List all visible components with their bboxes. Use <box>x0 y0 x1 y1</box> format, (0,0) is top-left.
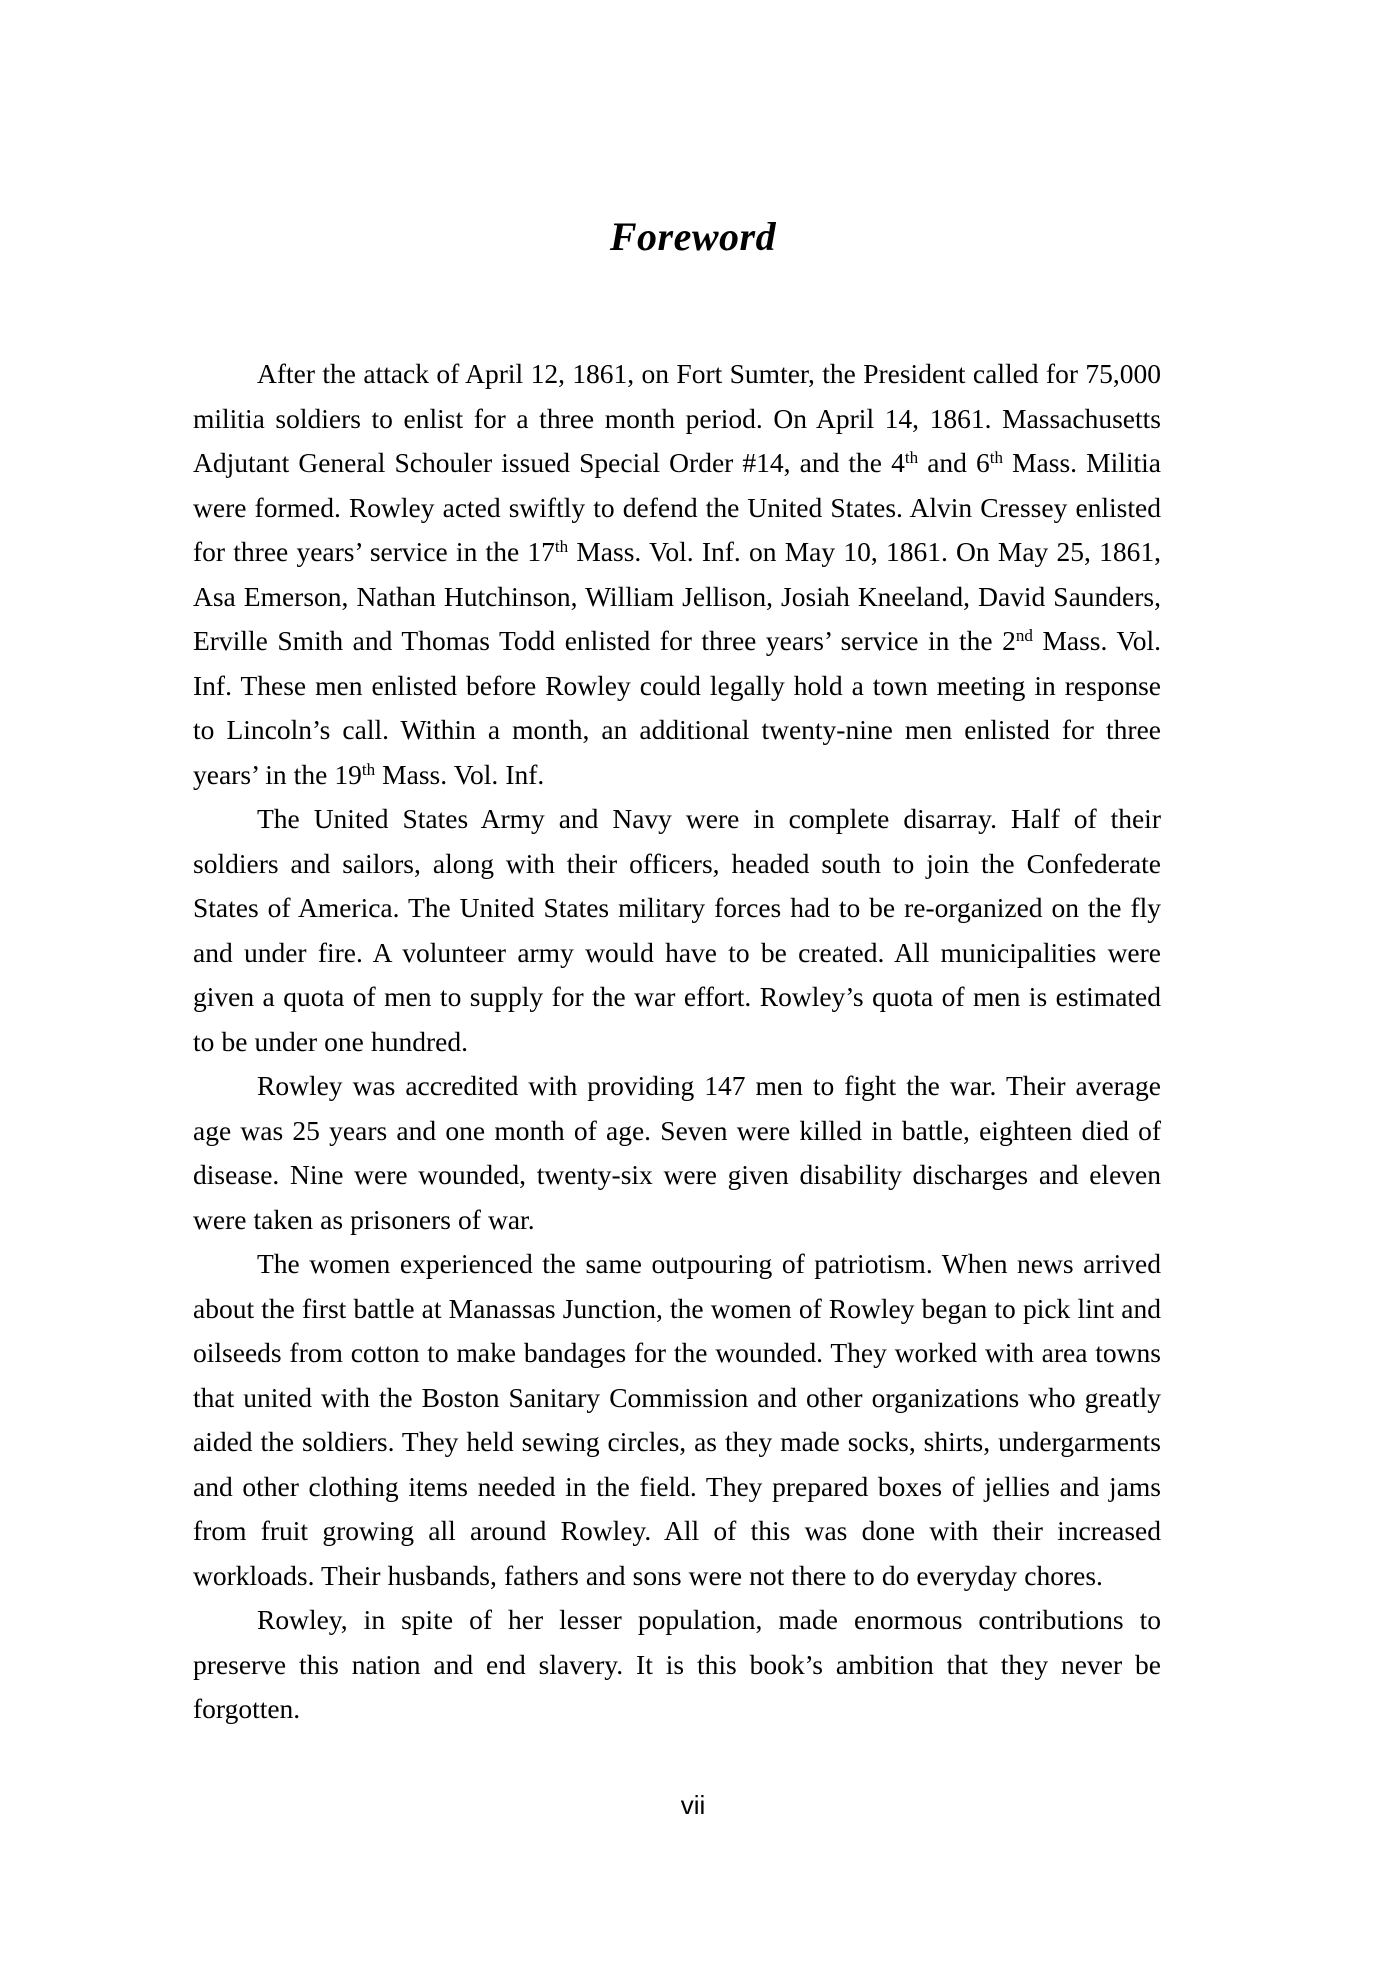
page-number: vii <box>680 1790 706 1820</box>
ordinal-suffix: th <box>904 448 919 468</box>
ordinal-suffix: th <box>361 759 376 779</box>
paragraph-5: Rowley, in spite of her lesser population, made enormous contributions to preserve this nation and end slavery. It is this book’s ambition that they never be forgotten. <box>193 1604 1161 1724</box>
body-text-block <box>193 352 1161 1732</box>
ordinal-suffix: nd <box>1015 626 1033 646</box>
paragraph-3: Rowley was accredited with providing 147 men to fight the war. Their average age was 25 years and one month of age. Seven were killed in battle, eighteen died of disease. Nine were wounded, twenty-six were given disability discharges and eleven were taken as prisoners of war. <box>193 1070 1161 1235</box>
page-title: Foreword <box>609 213 777 259</box>
paragraph-4: The women experienced the same outpouring of patriotism. When news arrived about the first battle at Manassas Junction, the women of Rowley began to pick lint and oilseeds from cotton to make bandages for the wounded. They worked with area towns that united with the Boston Sanitary Commission and other organizations who greatly aided the soldiers. They held sewing circles, as they made socks, shirts, undergarments and other clothing items needed in the field. They prepared boxes of jellies and jams from fruit growing all around Rowley. All of this was done with their increased workloads. Their husbands, fathers and sons were not there to do everyday chores. <box>193 1248 1161 1591</box>
ordinal-suffix: th <box>554 537 569 557</box>
paragraph-1: After the attack of April 12, 1861, on Fort Sumter, the President called for 75,000 militia soldiers to enlist for a three month period. On April 14, 1861. Massachusetts Adjutant General Schouler issued Special Order #14, and the 4th and 6th Mass. Militia were formed. Rowley acted swiftly to defend the United States. Alvin Cressey enlisted for three years’ service in the 17th Mass. Vol. Inf. on May 10, 1861. On May 25, 1861, Asa Emerson, Nathan Hutchinson, William Jellison, Josiah Kneeland, David Saunders, Erville Smith and Thomas Todd enlisted for three years’ service in the 2nd Mass. Vol. Inf. These men enlisted before Rowley could legally hold a town meeting in response to Lincoln’s call. Within a month, an additional twenty-nine men enlisted for three years’ in the 19th Mass. Vol. Inf. <box>193 358 1162 790</box>
paragraph-2: The United States Army and Navy were in complete disarray. Half of their soldiers and sailors, along with their officers, headed south to join the Confederate States of America. The United States military forces had to be re-organized on the fly and under fire. A volunteer army would have to be created. All municipalities were given a quota of men to supply for the war effort. Rowley’s quota of men is estimated to be under one hundred. <box>193 803 1161 1057</box>
ordinal-suffix: th <box>989 448 1004 468</box>
